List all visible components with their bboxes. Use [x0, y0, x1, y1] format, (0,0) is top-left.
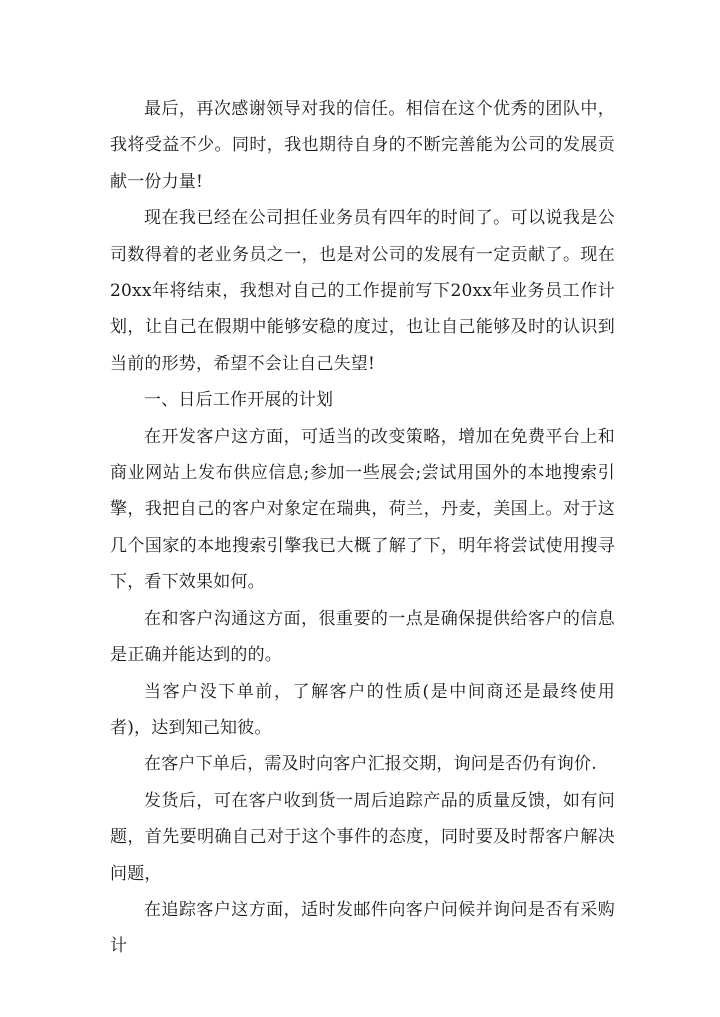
paragraph-after-order: 在客户下单后，需及时向客户汇报交期，询问是否仍有询价.	[144, 754, 597, 775]
paragraph-thanks: 最后，再次感谢领导对我的信任。相信在这个优秀的团队中，我将受益不少。同时，我也期待自身的不断完善能为公司的发展贡献一份力量!	[110, 99, 615, 192]
document-body	[110, 91, 615, 965]
section-heading: 一、日后工作开展的计划	[144, 390, 334, 411]
paragraph-before-order: 当客户没下单前，了解客户的性质(是中间商还是最终使用者)，达到知己知彼。	[110, 681, 615, 738]
paragraph-develop-clients: 在开发客户这方面，可适当的改变策略，增加在免费平台上和商业网站上发布供应信息;参加一些展会;尝试用国外的本地搜索引擎，我把自己的客户对象定在瑞典，荷兰，丹麦，美国上。对于这几个国家的本地搜索引擎我已大概了解了下，明年将尝试使用搜寻下，看下效果如何。	[110, 426, 615, 593]
paragraph-follow-up: 在追踪客户这方面，适时发邮件向客户问候并询问是否有采购计	[110, 899, 615, 957]
paragraph-communication: 在和客户沟通这方面，很重要的一点是确保提供给客户的信息是正确并能达到的的。	[110, 608, 615, 666]
paragraph-intro: 现在我已经在公司担任业务员有四年的时间了。可以说我是公司数得着的老业务员之一，也是对公司的发展有一定贡献了。现在20xx年将结束，我想对自己的工作提前写下20xx年业务员工作计划，让自己在假期中能够安稳的度过，也让自己能够及时的认识到当前的形势，希望不会让自己失望!	[110, 208, 615, 374]
paragraph-after-shipping: 发货后，可在客户收到货一周后追踪产品的质量反馈，如有问题，首先要明确自己对于这个事件的态度，同时要及时帮客户解决问题，	[110, 790, 615, 884]
